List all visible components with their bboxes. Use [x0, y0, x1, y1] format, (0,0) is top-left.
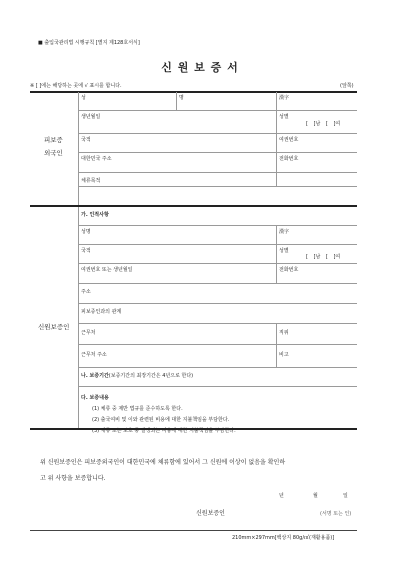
document-title: 신 원 보 증 서 [161, 61, 239, 74]
personal-info-header: 가. 인적사항 [81, 212, 109, 218]
field-passport-no: 여권번호 [279, 137, 299, 143]
checkbox-instruction: ※ [ ]에는 해당하는 곳에 √ 표시를 합니다. [30, 83, 122, 89]
table-top-border [30, 91, 357, 93]
field-guarantor-sex: 성별 [279, 248, 289, 254]
field-guarantor-phone: 전화번호 [279, 267, 299, 273]
field-guarantor-hanja: 漢字 [279, 229, 290, 235]
field-remarks: 비고 [279, 352, 289, 358]
field-hanja: 漢字 [279, 95, 290, 101]
field-guarantor-name: 성명 [81, 229, 91, 235]
field-nationality: 국적 [81, 137, 91, 143]
guarantee-period-note: (보증기간의 최장기간은 4년으로 한다) [108, 373, 194, 379]
guarantee-item-2: (2) 출국여비 및 이와 관련된 비용에 대한 지불책임을 부담한다. [92, 417, 230, 423]
guarantee-content-header: 다. 보증내용 [81, 395, 109, 401]
guarantee-item-1: (1) 체류 중 제반 법규를 준수하도록 한다. [92, 406, 183, 412]
signer-label: 신원보증인 [196, 510, 225, 517]
field-work-address: 근무처 주소 [81, 352, 107, 358]
guarantee-period [81, 374, 193, 379]
field-given-name: 명 [179, 95, 184, 101]
sex-checkboxes[interactable]: [ ]남 [ ]여 [306, 121, 341, 127]
field-guarantor-address: 주소 [81, 289, 91, 295]
guarantor-sex-checkboxes[interactable]: [ ]남 [ ]여 [306, 254, 341, 260]
paper-spec: 210mm×297mm[백상지 80g/㎡(재활용품)] [232, 535, 335, 541]
form-reference: ■ 출입국관리법 시행규칙 [별지 제128호서식] [38, 40, 140, 46]
section2-label-divider [78, 207, 79, 428]
statement-line-1: 위 신원보증인은 피보증외국인이 대한민국에 체류함에 있어서 그 신원에 이상이 없음을 확인하 [40, 459, 286, 466]
date-month-label: 월 [313, 493, 318, 499]
field-workplace: 근무처 [81, 330, 96, 336]
field-relationship: 피보증인과의 관계 [81, 309, 122, 315]
guaranteed-label-line1: 피보증 [44, 136, 63, 144]
field-guarantor-id-no: 여권번호 또는 생년월일 [81, 267, 133, 273]
field-surname: 성 [81, 95, 86, 101]
field-birth-date: 생년월일 [81, 114, 101, 120]
date-day-label: 일 [343, 493, 348, 499]
signature-note: (서명 또는 인) [320, 511, 352, 517]
guaranteed-label-line2: 외국인 [44, 149, 63, 157]
field-korea-address: 대한민국 주소 [81, 156, 112, 162]
statement-line-2: 고 위 사항을 보증합니다. [40, 475, 106, 482]
section-divider [30, 205, 357, 207]
guarantee-period-label: 나. 보증기간 [81, 373, 109, 379]
field-phone: 전화번호 [279, 156, 299, 162]
date-year-label: 년 [279, 493, 284, 499]
field-guarantor-nationality: 국적 [81, 248, 91, 254]
field-stay-purpose: 체류목적 [81, 178, 101, 184]
page-side-label: (앞쪽) [340, 83, 354, 89]
field-position: 직위 [279, 330, 289, 336]
guarantor-label: 신원보증인 [38, 323, 70, 331]
footer-divider [30, 530, 357, 531]
field-sex: 성별 [279, 114, 289, 120]
guarantee-item-3: (3) 체류 또는 보호 중 발생되는 비용에 대한 지불책임을 부담한다. [92, 428, 236, 434]
